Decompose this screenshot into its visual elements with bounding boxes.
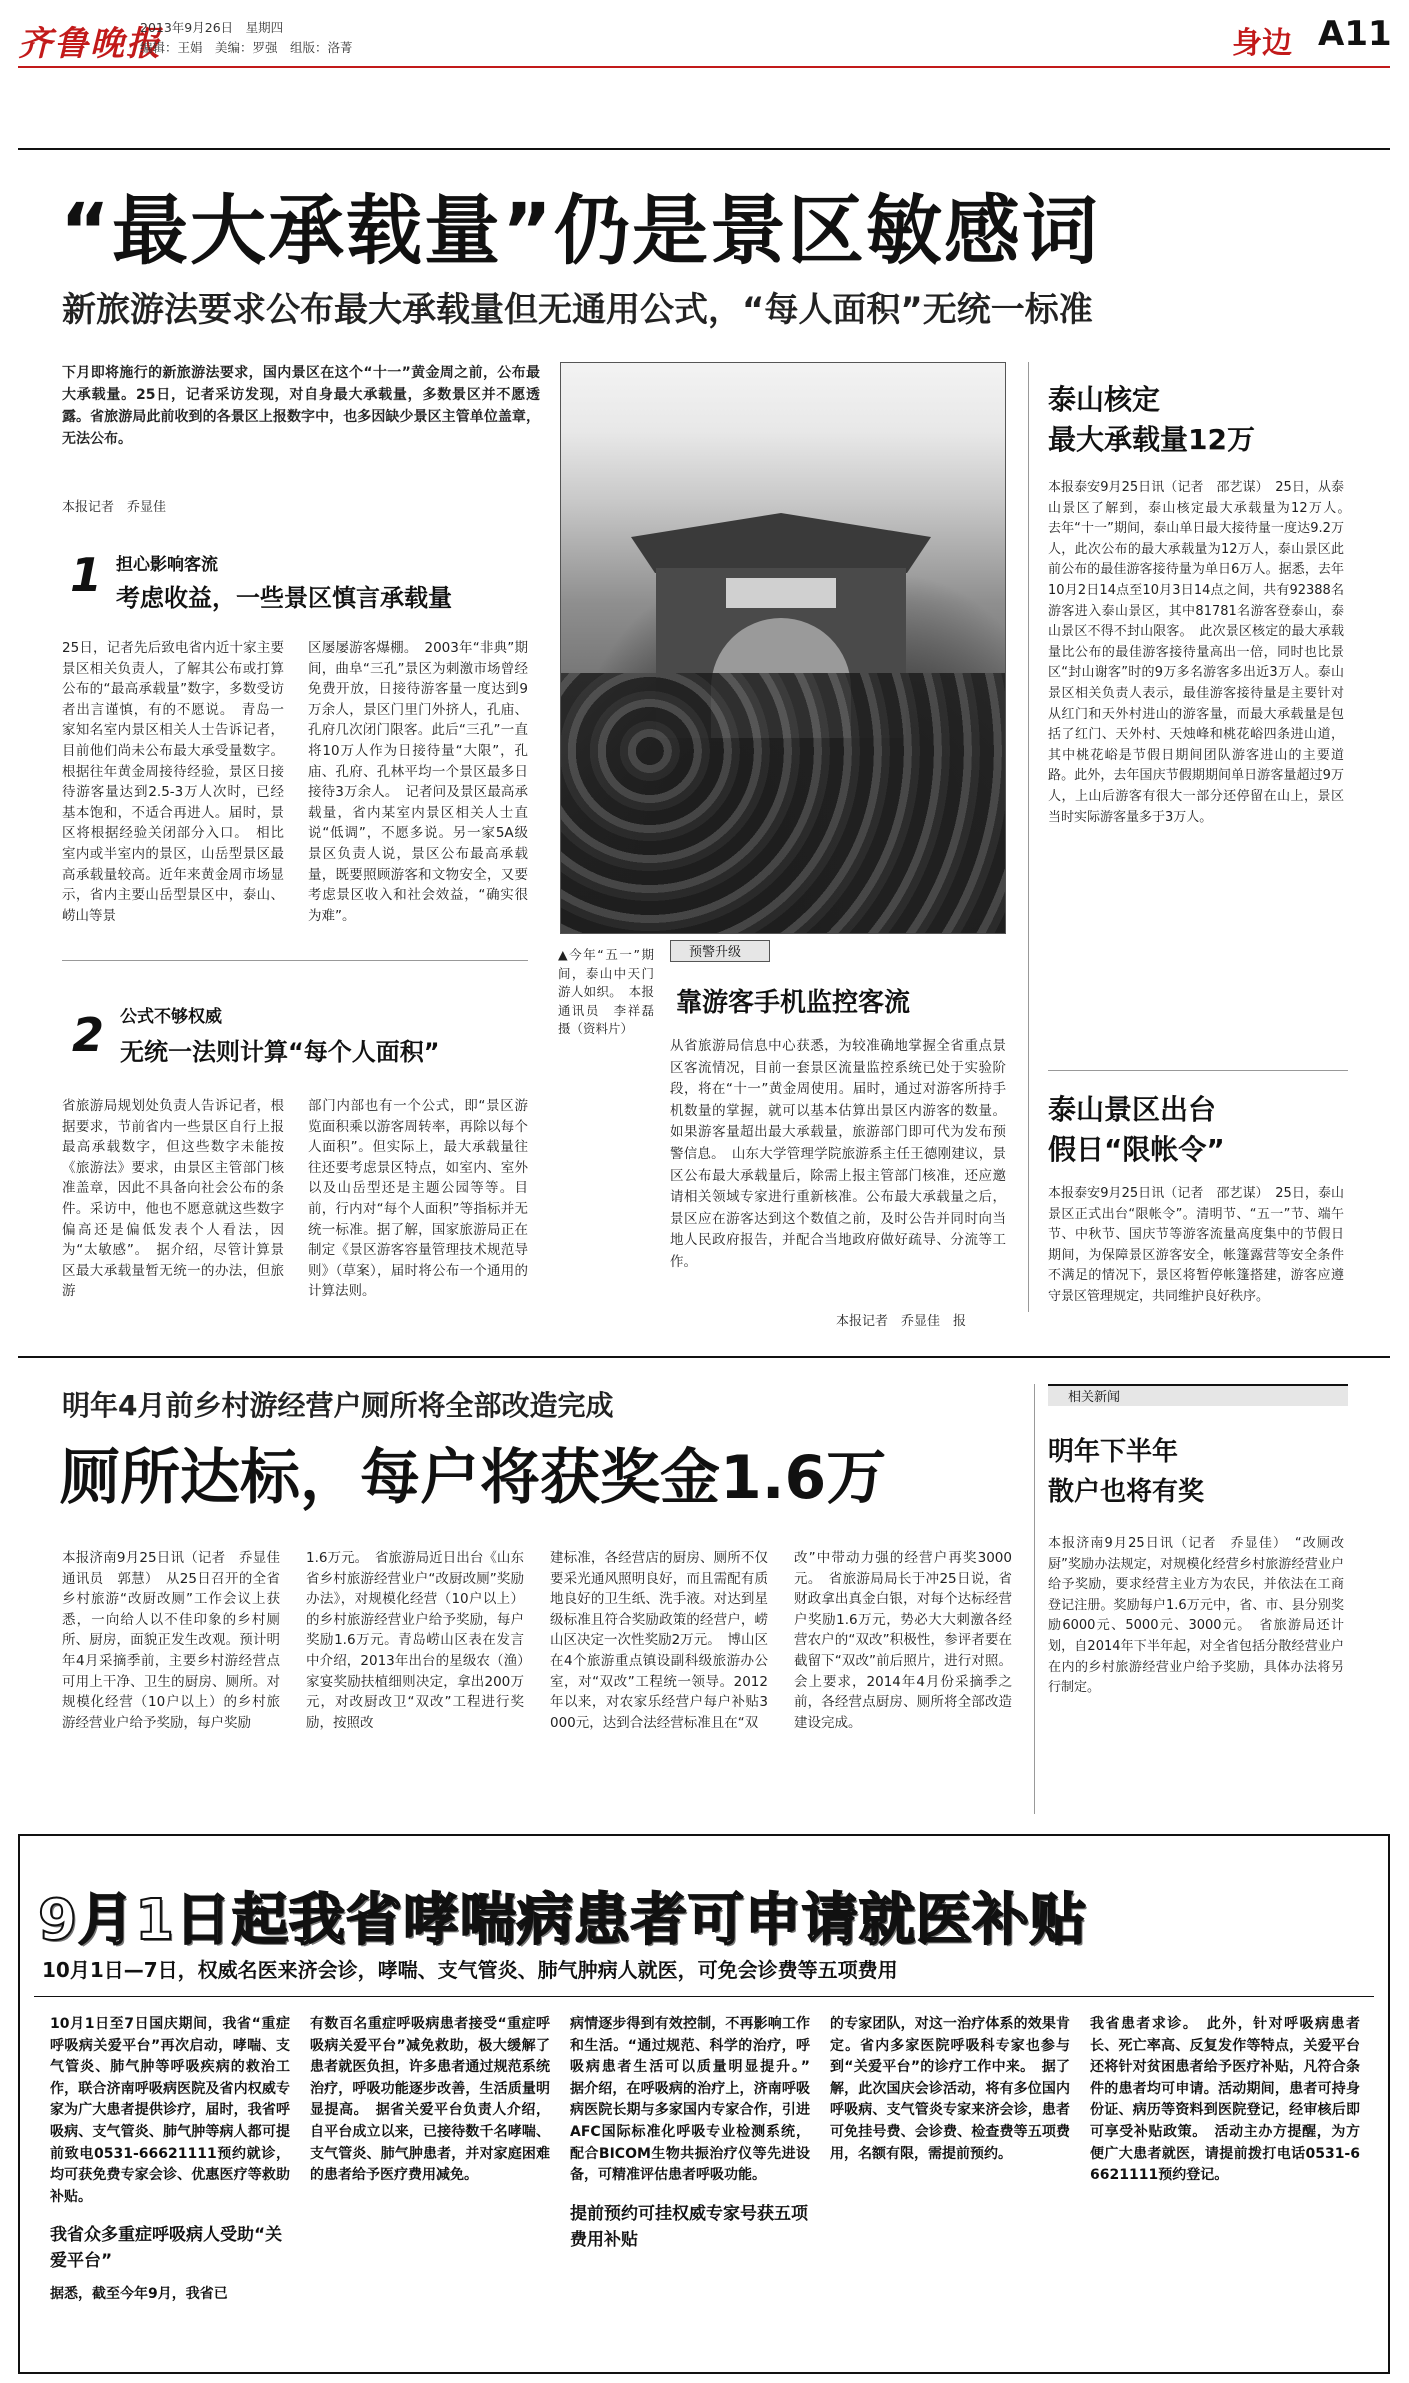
section1-number: 1: [70, 548, 103, 602]
taishan-limit-title2: 假日“限帐令”: [1048, 1133, 1225, 1166]
upgrade-tag-label: 预警升级: [689, 945, 742, 960]
taishan-limit-title1: 泰山景区出台: [1048, 1093, 1217, 1126]
lead-subheadline: 新旅游法要求公布最大承载量但无通用公式，“每人面积”无统一标准: [62, 290, 1093, 330]
sidebar-rule: [1048, 1070, 1348, 1071]
upgrade-tag: [670, 940, 770, 962]
ad-col1: [50, 2014, 290, 2306]
photo-caption: ▲今年“五一”期间，泰山中天门游人如织。 本报通讯员 李祥磊 摄（资料片）: [558, 947, 667, 1037]
section1-col2: 区屡屡游客爆棚。 2003年“非典”期间，曲阜“三孔”景区为刺激市场曾经免费开放，日接待游客量一度达到9万余人，景区门里门外挤人，孔庙、孔府几次闭门限客。此后“三孔”一直将10万人作为日接待量“大限”，孔庙、孔府、孔林平均一个景区最多日接待3万余人。 记者问及景区最高承载量，省内某室内景区相关人士直说“低调”，不愿多说。另一家5A级景区负责人说，景区公布最高承载量，既要照顾游客和文物安全，又要考虑景区收入和社会效益，“确实很为难”。: [308, 640, 528, 924]
section2-col2: 部门内部也有一个公式，即“景区游览面积乘以游客周转率，再除以每个人面积”。但实际上，最大承载量往往还要考虑景区特点，如室内、室外以及山岳型还是主题公园等等。目前，行内对“每个人面积”等指标并无统一标准。据了解，国家旅游局正在制定《景区游客容量管理技术规范导则》（草案），届时将公布一个通用的计算法则。: [308, 1098, 528, 1300]
taishan-capacity-text: 本报泰安9月25日讯（记者 邵艺谋） 25日，从泰山景区了解到，泰山核定最大承载量为12万人。 去年“十一”期间，泰山单日最大接待量一度达9.2万人，此次公布的最大承载量为12万人，泰山景区此前公布的最佳游客接待量为单日6万人。据悉，去年10月2日14点至10月3日14点之间，共有92388名游客进入泰山景区，其中81781名游客登泰山，泰山景区不得不封山限客。 此次景区核定的最大承载量比公布的最佳游客接待量高出一倍，同时也比景区“封山谢客”时的9万多名游客多出近3万人。泰山景区相关负责人表示，最佳游客接待量是主要针对从红门和天外村进山的游客量，而最大承载量是包括了红门、天外村、天烛峰和桃花峪四条进山道，其中桃花峪是节假日期间团队游客进山的主要道路。此外，去年国庆节假期期间单日游客量超过9万人，上山后游客有很大一部分还停留在山上，景区当时实际游客量多于3万人。: [1048, 480, 1358, 825]
related-title2: 散户也将有奖: [1048, 1477, 1205, 1507]
health-advertorial: [18, 1834, 1390, 2374]
lead-headline: “最大承载量”仍是景区敏感词: [60, 186, 1100, 275]
section2-title: 无统一法则计算“每个人面积”: [120, 1038, 440, 1066]
ad-col3-subhead: 提前预约可挂权威专家号获五项费用补贴: [570, 2203, 808, 2250]
section2-number: 2: [72, 1008, 105, 1062]
toilet-col3: 建标准，各经营店的厨房、厕所不仅要采光通风照明良好，而且需配有质地良好的卫生纸、洗手液。对达到星级标准且符合奖励政策的经营户，崂山区决定一次性奖励2万元。 博山区在4个旅游重点镇设副科级旅游办公室，对“双改”工程统一领导。2012年以来，对农家乐经营户每户补贴3000元，达到合法经营标准且在“双: [550, 1550, 768, 1731]
gate-sign-shape: [726, 578, 836, 608]
toilet-top-rule: [18, 1356, 1390, 1358]
taishan-limit-text: 本报泰安9月25日讯（记者 邵艺谋） 25日，泰山景区正式出台“限帐令”。清明节、“五一”节、端午节、中秋节、国庆节等游客流量高度集中的节假日期间，为保障景区游客安全，帐篷露营等安全条件不满足的情况下，景区将暂停帐篷搭建，游客应遵守景区管理规定，共同维护良好秩序。: [1048, 1186, 1344, 1304]
related-divider: [1034, 1384, 1035, 1814]
toilet-headline: 厕所达标，每户将获奖金1.6万: [60, 1443, 887, 1513]
toilet-col2: 1.6万元。 省旅游局近日出台《山东省乡村旅游经营业户“改厨改厕”奖励办法》，对规模化经营（10户以上）的乡村旅游经营业户给予奖励，每户奖励1.6万元。青岛崂山区表在发言中介绍，2013年出台的星级农（渔）家宴奖励扶植细则决定，拿出200万元，对改厨改卫“双改”工程进行奖励，按照改: [306, 1550, 524, 1731]
section1-title: 考虑收益，一些景区慎言承载量: [116, 584, 452, 612]
upgrade-text: 从省旅游局信息中心获悉，为较准确地掌握全省重点景区客流情况，目前一套景区流量监控系统已处于实验阶段，将在“十一”黄金周使用。届时，通过对游客所持手机数量的掌握，就可以基本估算出景区内游客的数量。如果游客量超出最大承载量，旅游部门即可代为发布预警信息。 山东大学管理学院旅游系主任王德刚建议，景区公布最大承载量后，除需上报主管部门核准，还应邀请相关领域专家进行重新核准。公布最大承载量之后，景区应在游客达到这个数值之前，及时公告并同时向当地人民政府报告，并配合当地政府做好疏导、分流等工作。: [670, 1038, 1006, 1270]
ad-subtitle: 10月1日—7日，权威名医来济会诊，哮喘、支气管炎、肺气肿病人就医，可免会诊费等五项费用: [42, 1958, 898, 1982]
masthead-rule: [18, 66, 1390, 68]
sidebar-taishan-limit: [1048, 1090, 1348, 1308]
toilet-kicker: 明年4月前乡村游经营户厕所将全部改造完成: [62, 1389, 614, 1422]
lead-intro: 下月即将施行的新旅游法要求，国内景区在这个“十一”黄金周之前，公布最大承载量。25日，记者采访发现，对自身最大承载量，多数景区并不愿透露。省旅游局此前收到的各景区上报数字中，也多因缺少景区主管单位盖章，无法公布。: [62, 365, 540, 447]
ad-col5-text: 我省患者求诊。 此外，针对呼吸病患者长、死亡率高、反复发作等特点，关爱平台还将针对贫困患者给予医疗补贴，凡符合条件的患者均可申请。活动期间，患者可持身份证、病历等资料到医院登记，经审核后即可享受补贴政策。 活动主办方提醒，为方便广大患者就医，请提前拨打电话0531-66621111预约登记。: [1090, 2016, 1360, 2184]
ad-col3-text: 病情逐步得到有效控制，不再影响工作和生活。“通过规范、科学的治疗，呼吸病患者生活可以质量明显提升。” 据介绍，在呼吸病的治疗上，济南呼吸病医院长期与多家国内专家合作，引进AFC国际标准化呼吸专业检测系统，配合BICOM生物共振治疗仪等先进设备，可精准评估患者呼吸功能。: [570, 2016, 824, 2184]
ad-col1-tail: 据悉，截至今年9月，我省已: [50, 2286, 228, 2303]
crowd-shape: [561, 673, 1005, 933]
ad-col1-text: 10月1日至7日国庆期间，我省“重症呼吸病关爱平台”再次启动，哮喘、支气管炎、肺气肿等呼吸疾病的救治工作，联合济南呼吸病医院及省内权威专家为广大患者提供诊疗，届时，我省呼吸病、支气管炎、肺气肿等病人都可提前致电0531-66621111预约就诊，均可获免费专家会诊、优惠医疗等救助补贴。: [50, 2016, 290, 2205]
section1-subtitle: 担心影响客流: [116, 555, 218, 575]
related-news: [1048, 1384, 1348, 1699]
ad-rule: [34, 1996, 1374, 1997]
section2-subtitle: 公式不够权威: [120, 1007, 222, 1027]
sidebar-divider: [1028, 362, 1029, 1312]
related-tag-label: 相关新闻: [1068, 1390, 1121, 1405]
upgrade-box: [670, 940, 1006, 1330]
related-title1: 明年下半年: [1048, 1437, 1179, 1467]
related-text: 本报济南9月25日讯（记者 乔显佳） “改厕改厨”奖励办法规定，对规模化经营乡村旅游经营业户给予奖励，要求经营主业方为农民，并依法在工商登记注册。奖励每户1.6万元中，省、市、县分别奖励6000元、5000元、3000元。 省旅游局还计划，自2014年下半年起，对全省包括分散经营业户在内的乡村旅游经营业户给予奖励，具体办法将另行制定。: [1048, 1536, 1344, 1696]
related-tag: [1048, 1384, 1348, 1406]
upgrade-byline: 本报记者 乔显佳 报: [836, 1314, 967, 1329]
section2-col1: 省旅游局规划处负责人告诉记者，根据要求，节前省内一些景区自行上报最高承载数字，但这些数字未能按《旅游法》要求，由景区主管部门核准盖章，因此不具备向社会公布的条件。采访中，他也不愿意就这些数字偏高还是偏低发表个人看法，因为“太敏感”。 据介绍，尽管计算景区最大承载量暂无统一的办法，但旅游: [62, 1098, 284, 1300]
ad-col1-subhead: 我省众多重症呼吸病人受助“关爱平台”: [50, 2225, 283, 2272]
upgrade-title: 靠游客手机监控客流: [676, 988, 911, 1018]
sidebar-taishan-capacity: [1048, 380, 1358, 828]
ad-title: 9月1日起我省哮喘病患者可申请就医补贴: [38, 1888, 1087, 1953]
toilet-col4: 改”中带动力强的经营户再奖3000元。 省旅游局局长于冲25日说，省财政拿出真金白银，对每个达标经营户奖励1.6万元，势必大大刺激各经营农户的“双改”积极性，参评者要在截留下“双改”前后照片，进行对照。会上要求，2014年4月份采摘季之前，各经营点厨房、厕所将全部改造建设完成。: [794, 1550, 1012, 1731]
tourist-crowd-photo: [560, 362, 1006, 934]
newspaper-logo: 齐鲁晚报: [18, 24, 162, 64]
taishan-capacity-title1: 泰山核定: [1048, 383, 1161, 416]
page-number: A11: [1318, 14, 1392, 54]
taishan-capacity-title2: 最大承载量12万: [1048, 423, 1255, 456]
ad-col4-text: 的专家团队，对这一治疗体系的效果肯定。省内多家医院呼吸科专家也参与到“关爱平台”的诊疗工作中来。 据了解，此次国庆会诊活动，将有多位国内呼吸病、支气管炎专家来济会诊，患者可免挂号费、会诊费、检查费等五项费用，名额有限，需提前预约。: [830, 2016, 1070, 2162]
top-rule: [18, 148, 1390, 150]
masthead: [0, 0, 1409, 70]
section2-rule: [62, 960, 528, 961]
lead-byline: 本报记者 乔显佳: [62, 500, 167, 515]
section1-col1: 25日，记者先后致电省内近十家主要景区相关负责人，了解其公布或打算公布的“最高承载量”数字，多数受访者出言谨慎，有的不愿说。 青岛一家知名室内景区相关人士告诉记者，目前他们尚未公布最大承受量数字。根据往年黄金周接待经验，景区日接待游客量达到2.5-3万人次时，已经基本饱和，不适合再进人。届时，景区将根据经验关闭部分入口。 相比室内或半室内的景区，山岳型景区最高承载量较高。近年来黄金周市场显示，省内主要山岳型景区中，泰山、崂山等景: [62, 640, 284, 924]
ad-col2-text: 有数百名重症呼吸病患者接受“重症呼吸病关爱平台”减免救助，极大缓解了患者就医负担，许多患者通过规范系统治疗，呼吸功能逐步改善，生活质量明显提高。 据省关爱平台负责人介绍，自平台成立以来，已接待数千名哮喘、支气管炎、肺气肿患者，并对家庭困难的患者给予医疗费用减免。: [310, 2016, 550, 2184]
issue-date: 2013年9月26日 星期四: [140, 20, 284, 35]
section-name: 身边: [1232, 26, 1292, 61]
editor-credits: 编辑：王娟 美编：罗强 组版：洛菁: [140, 40, 353, 55]
gate-roof-shape: [631, 513, 931, 573]
ad-col3: [570, 2014, 824, 2253]
toilet-col1: 本报济南9月25日讯（记者 乔显佳 通讯员 郭慧） 从25日召开的全省乡村旅游“改厨改厕”工作会议上获悉，一向给人以不佳印象的乡村厕所、厨房，面貌正发生改观。预计明年4月采摘季前，主要乡村游经营点可用上干净、卫生的厨房、厕所。对规模化经营（10户以上）的乡村旅游经营业户给予奖励，每户奖励: [62, 1550, 294, 1731]
